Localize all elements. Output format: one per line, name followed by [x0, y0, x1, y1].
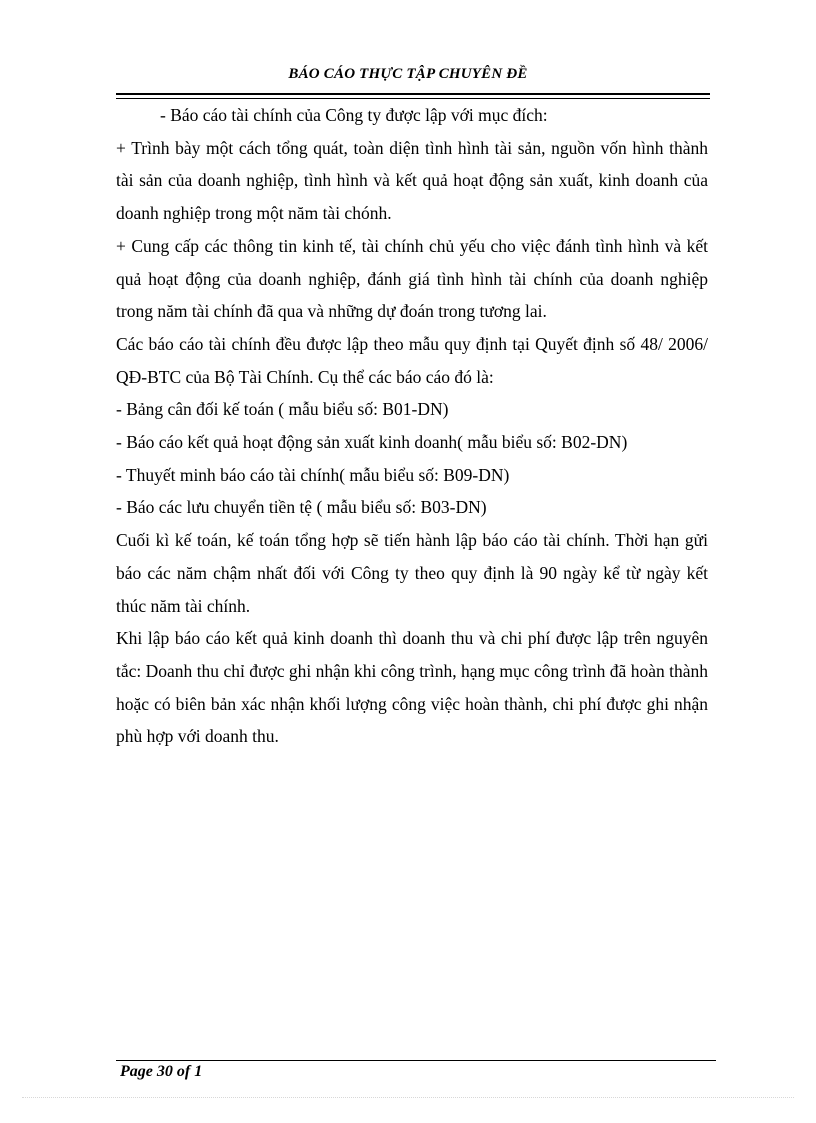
list-item-b02: - Báo cáo kết quả hoạt động sản xuất kinh doanh( mẫu biểu số: B02-DN): [116, 432, 628, 453]
list-item-b01: - Bảng cân đối kế toán ( mẫu biểu số: B01-DN): [116, 399, 449, 420]
page-bottom-dotted-line: [22, 1097, 794, 1098]
footer-rule: [116, 1060, 716, 1061]
paragraph-purpose-2: + Cung cấp các thông tin kinh tế, tài chính chủ yếu cho việc đánh tình hình và kết quả hoạt động của doanh nghiệp, đánh giá tình hình tài chính của doanh nghiệp trong năm tài chính đã qua và những dự đoán trong tương lai.: [116, 235, 708, 322]
list-item-b09: - Thuyết minh báo cáo tài chính( mẫu biểu số: B09-DN): [116, 464, 510, 485]
page-header-title: BÁO CÁO THỰC TẬP CHUYÊN ĐỀ: [288, 66, 528, 82]
paragraph-period-end: Cuối kì kế toán, kế toán tổng hợp sẽ tiến hành lập báo cáo tài chính. Thời hạn gửi báo các năm chậm nhất đối với Công ty theo quy định là 90 ngày kể từ ngày kết thúc năm tài chính.: [116, 530, 708, 616]
paragraph-regulation: Các báo cáo tài chính đều được lập theo mẫu quy định tại Quyết định số 48/ 2006/ QĐ-BTC của Bộ Tài Chính. Cụ thể các báo cáo đó là:: [116, 333, 708, 387]
document-body: [116, 99, 708, 753]
page-number: Page 30 of 1: [120, 1063, 203, 1080]
list-item-b03: - Báo các lưu chuyển tiền tệ ( mẫu biểu số: B03-DN): [116, 497, 487, 518]
paragraph-purpose-1: + Trình bày một cách tổng quát, toàn diện tình hình tài sản, nguồn vốn hình thành tài sản của doanh nghiệp, tình hình và kết quả hoạt động sản xuất, kinh doanh của doanh nghiệp trong một năm tài chónh.: [116, 137, 708, 224]
header-rule-thick: [116, 93, 710, 95]
paragraph-revenue-principle: Khi lập báo cáo kết quả kinh doanh thì doanh thu và chi phí được lập trên nguyên tắc: Doanh thu chỉ được ghi nhận khi công trình, hạng mục công trình đã hoàn thành hoặc có biên bản xác nhận khối lượng công việc hoàn thành, chi phí được ghi nhận phù hợp với doanh thu.: [116, 628, 708, 747]
paragraph-purpose-intro: - Báo cáo tài chính của Công ty được lập với mục đích:: [160, 105, 548, 125]
